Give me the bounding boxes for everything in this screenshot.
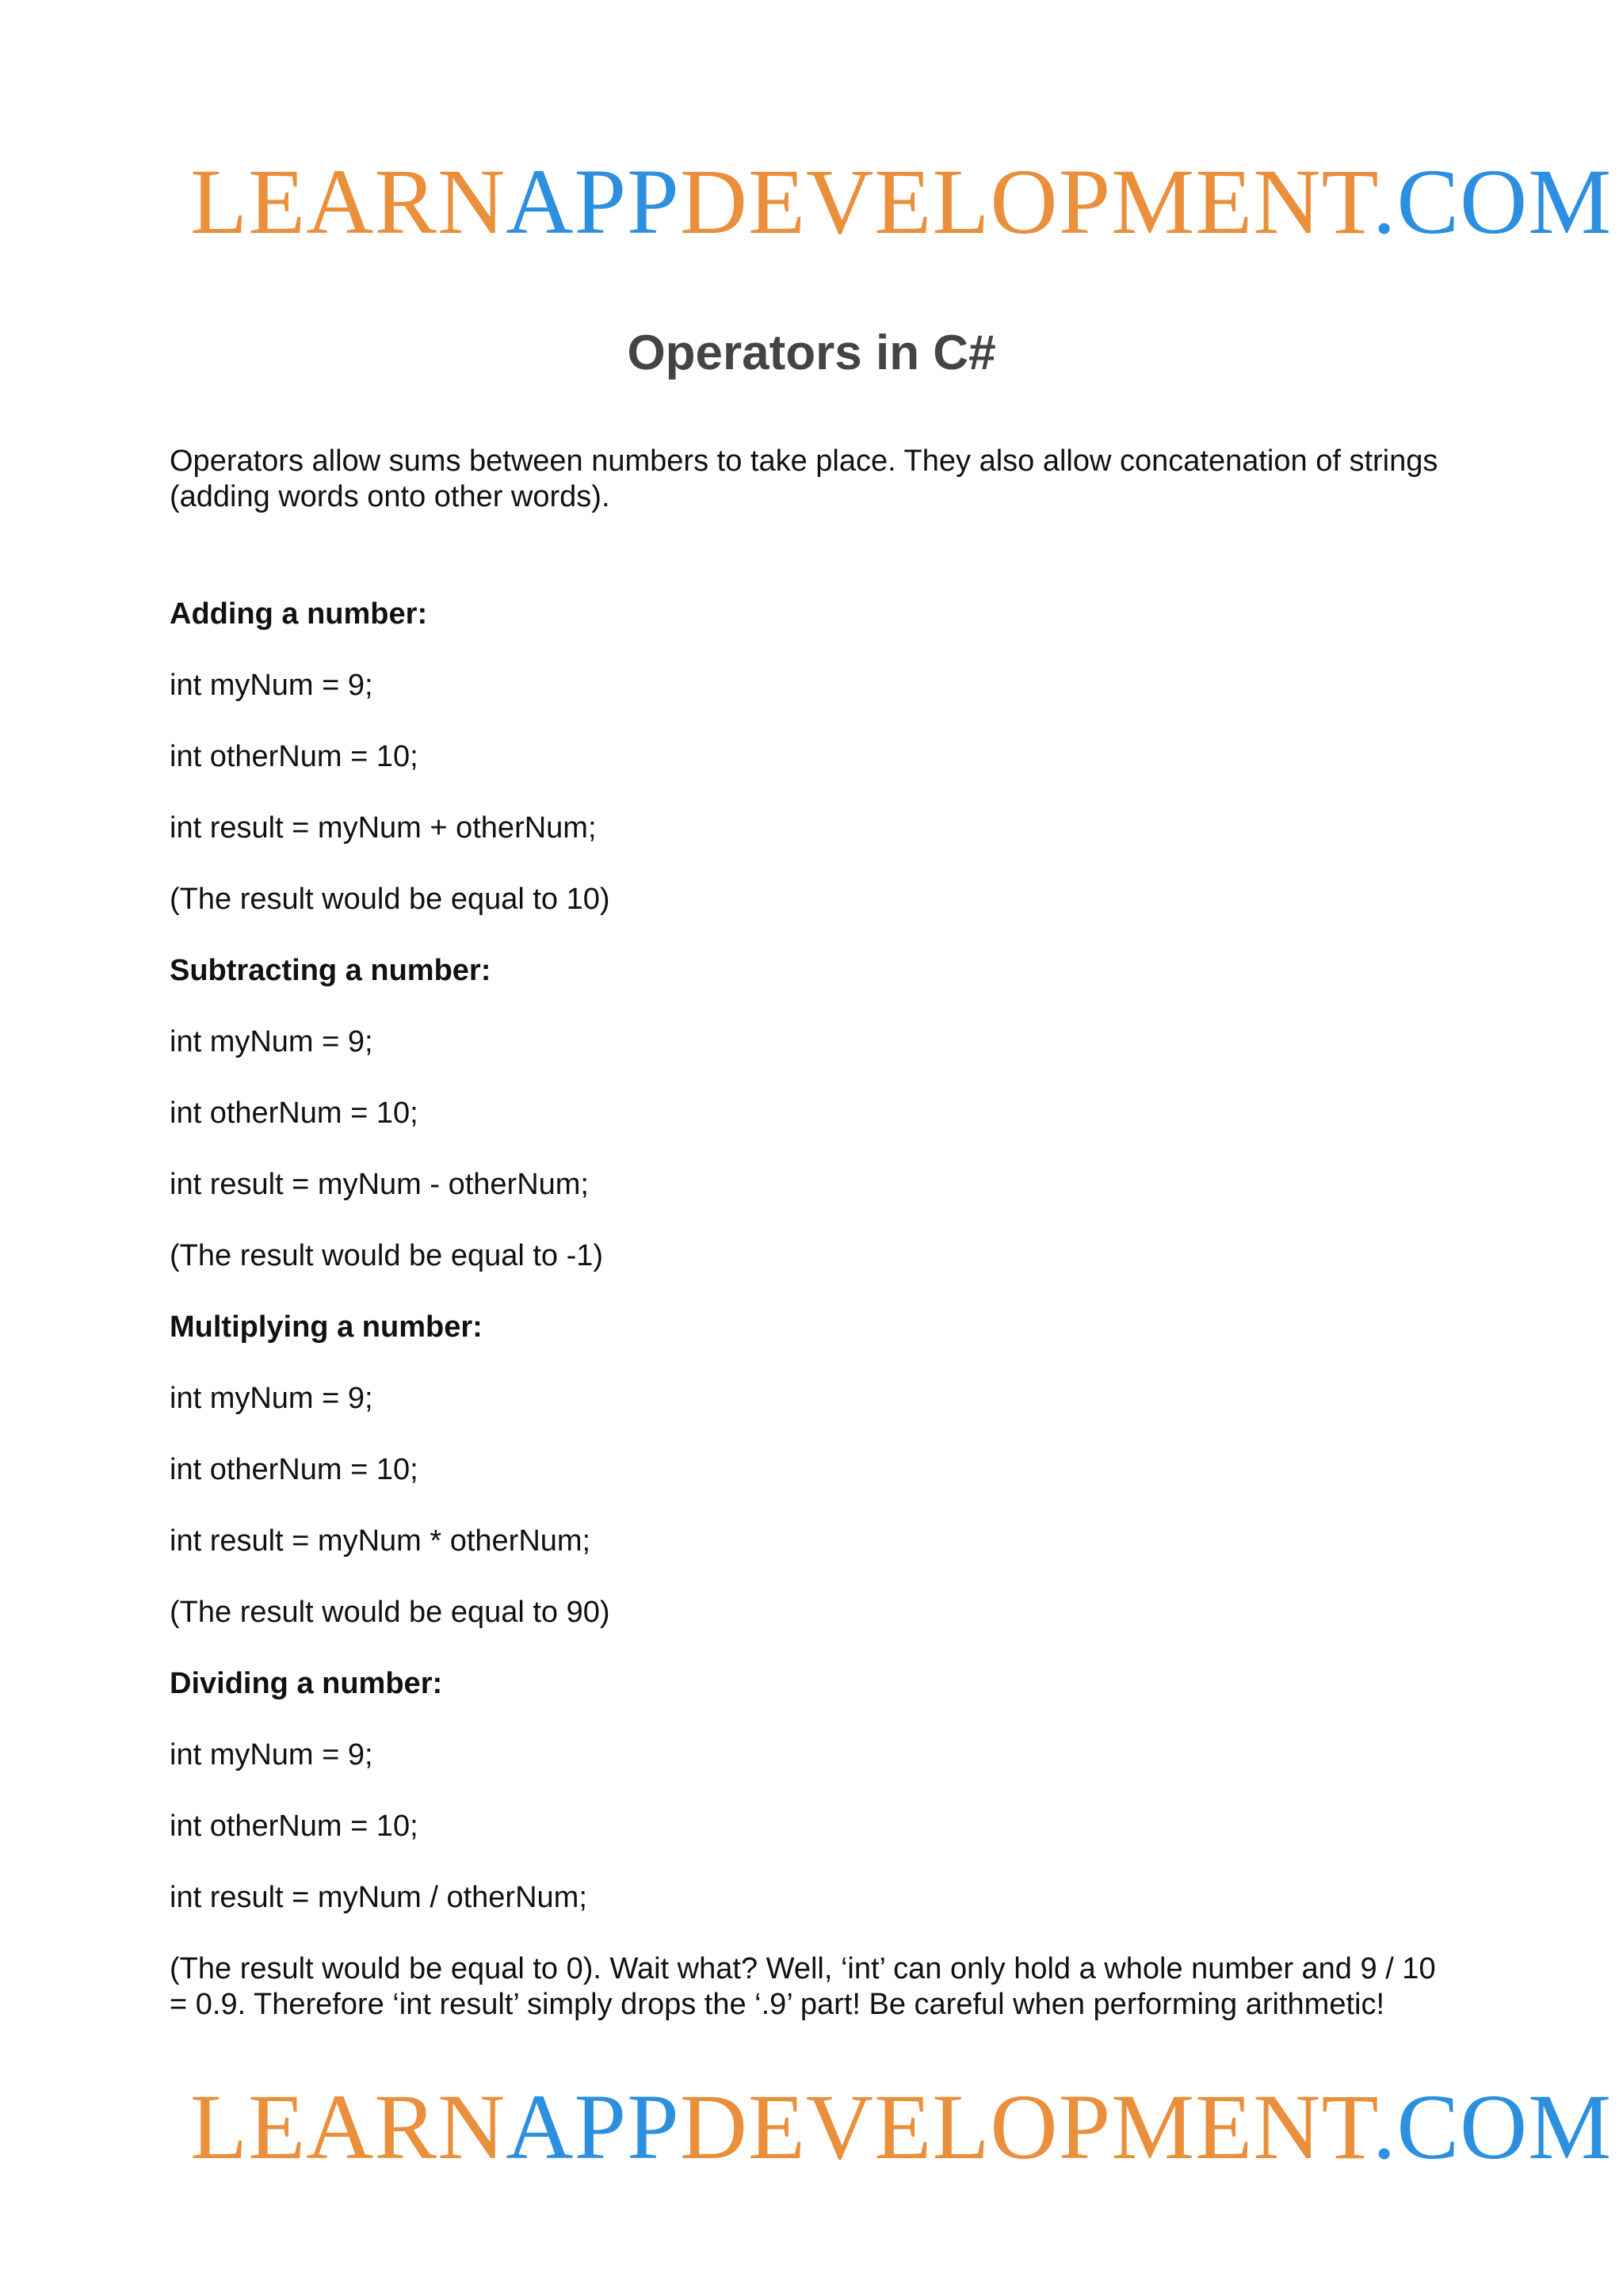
code-line: int result = myNum - otherNum;	[170, 1168, 589, 1201]
document-body	[170, 444, 1453, 2058]
section-heading: Subtracting a number:	[170, 954, 491, 987]
code-line: int result = myNum * otherNum;	[170, 1524, 591, 1558]
section-subtracting	[170, 953, 1453, 1274]
page-title: Operators in C#	[627, 326, 996, 380]
logo-com: .COM	[1372, 2075, 1613, 2179]
logo-learn: LEARN	[190, 2075, 506, 2179]
code-line: int otherNum = 10;	[170, 740, 418, 773]
section-adding	[170, 597, 1453, 917]
logo-development: DEVELOPMENT	[679, 2075, 1373, 2179]
code-line: int myNum = 9;	[170, 1738, 373, 1772]
code-line: int result = myNum / otherNum;	[170, 1881, 587, 1914]
result-note: (The result would be equal to 90)	[170, 1596, 610, 1629]
section-heading: Adding a number:	[170, 597, 428, 631]
code-line: int myNum = 9;	[170, 1025, 373, 1058]
code-line: int otherNum = 10;	[170, 1810, 418, 1843]
code-line: int otherNum = 10;	[170, 1097, 418, 1130]
logo-app: APP	[506, 2075, 680, 2179]
site-logo-top	[190, 150, 1613, 254]
intro-paragraph: Operators allow sums between numbers to take place. They also allow concatenation of strings (adding words onto other words).	[170, 444, 1438, 513]
section-dividing	[170, 1666, 1453, 2023]
logo-com: .COM	[1372, 150, 1613, 254]
code-line: int myNum = 9;	[170, 1382, 373, 1415]
code-line: int result = myNum + otherNum;	[170, 811, 597, 845]
section-heading: Dividing a number:	[170, 1667, 443, 1700]
section-multiplying	[170, 1310, 1453, 1630]
code-line: int otherNum = 10;	[170, 1453, 418, 1486]
result-note: (The result would be equal to -1)	[170, 1239, 604, 1272]
code-line: int myNum = 9;	[170, 669, 373, 702]
logo-learn: LEARN	[190, 150, 506, 254]
site-logo-bottom	[190, 2075, 1613, 2179]
logo-development: DEVELOPMENT	[679, 150, 1373, 254]
result-note: (The result would be equal to 10)	[170, 883, 610, 916]
logo-app: APP	[506, 150, 680, 254]
section-heading: Multiplying a number:	[170, 1310, 483, 1344]
result-note: (The result would be equal to 0). Wait what? Well, ‘int’ can only hold a whole number and 9 / 10 = 0.9. Therefore ‘int result’ simply drops the ‘.9’ part! Be careful when performing arithmetic!	[170, 1952, 1436, 2021]
